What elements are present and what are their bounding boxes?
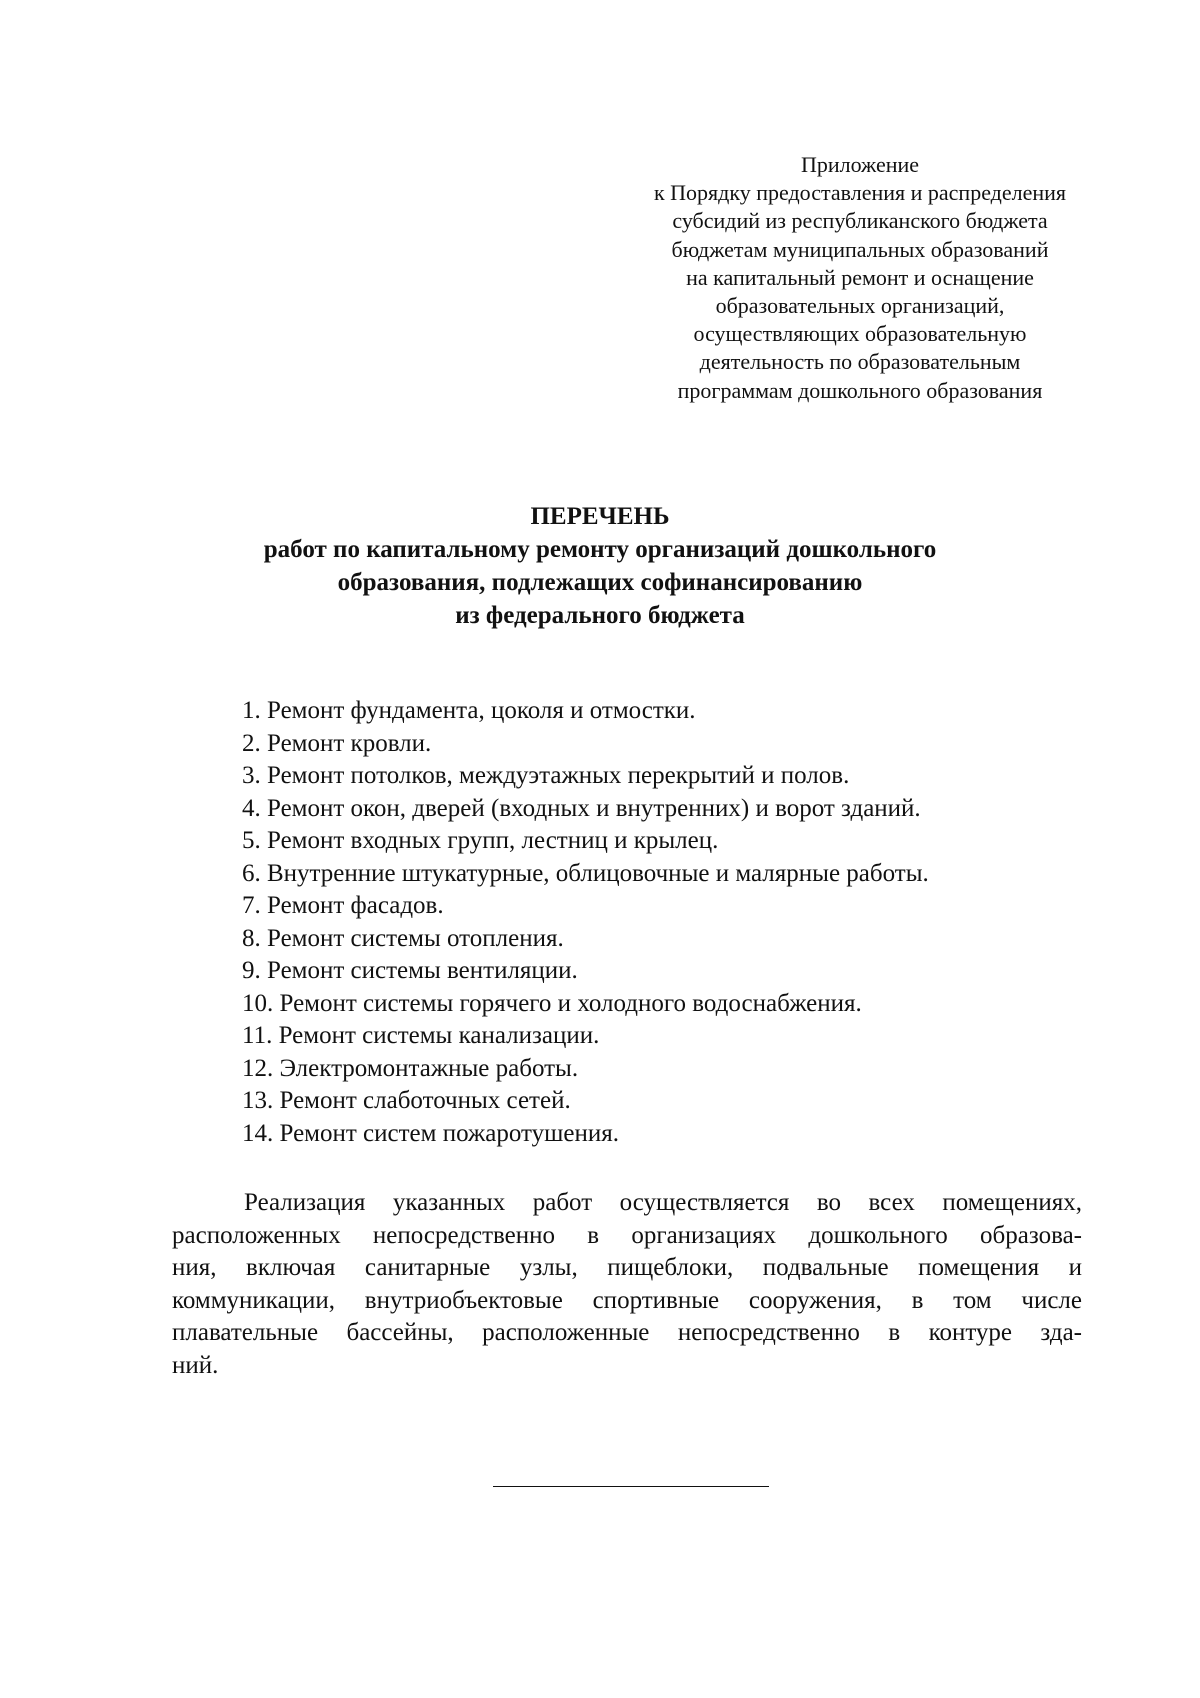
list-item: 9. Ремонт системы вентиляции. xyxy=(242,957,578,984)
list-item: 14. Ремонт систем пожаротушения. xyxy=(242,1119,619,1147)
paragraph-line: плавательные бассейны, расположенные непосредственно в контуре зда- xyxy=(172,1319,1082,1346)
title-subtitle-line: работ по капитальному ремонту организаций дошкольного xyxy=(263,536,937,563)
work-list xyxy=(242,695,1122,1150)
list-item: 5. Ремонт входных групп, лестниц и крылец. xyxy=(242,827,719,854)
appendix-line: образовательных организаций, xyxy=(715,293,1005,319)
title-subtitle-line: из федерального бюджета xyxy=(455,602,745,629)
appendix-line: деятельность по образовательным xyxy=(699,349,1021,375)
list-item: 11. Ремонт системы канализации. xyxy=(242,1022,600,1049)
paragraph-line: расположенных непосредственно в организациях дошкольного образова- xyxy=(172,1221,1082,1249)
appendix-line: на капитальный ремонт и оснащение xyxy=(686,264,1034,290)
list-item: 2. Ремонт кровли. xyxy=(242,729,432,757)
list-item: 4. Ремонт окон, дверей (входных и внутренних) и ворот зданий. xyxy=(242,794,921,822)
appendix-line: Приложение xyxy=(800,152,920,177)
title-subtitle-line: образования, подлежащих софинансированию xyxy=(337,569,863,596)
list-item: 3. Ремонт потолков, междуэтажных перекрытий и полов. xyxy=(242,762,850,789)
appendix-line: осуществляющих образовательную xyxy=(693,321,1027,347)
appendix-line: программам дошкольного образования xyxy=(677,377,1043,403)
appendix-header xyxy=(600,151,1120,405)
appendix-line: к Порядку предоставления и распределения xyxy=(653,180,1067,206)
list-item: 13. Ремонт слаботочных сетей. xyxy=(242,1087,571,1114)
list-item: 6. Внутренние штукатурные, облицовочные и малярные работы. xyxy=(242,859,929,887)
paragraph-line: коммуникации, внутриобъектовые спортивные сооружения, в том числе xyxy=(172,1286,1082,1314)
title-heading: ПЕРЕЧЕНЬ xyxy=(530,503,670,530)
paragraph-line: ний. xyxy=(172,1351,219,1379)
paragraph-line: ния, включая санитарные узлы, пищеблоки, подвальные помещения и xyxy=(172,1254,1082,1281)
paragraph-line: Реализация указанных работ осуществляется во всех помещениях, xyxy=(244,1189,1082,1216)
appendix-line: субсидий из республиканского бюджета xyxy=(672,208,1048,234)
scope-note-paragraph xyxy=(172,1187,1082,1382)
list-item: 10. Ремонт системы горячего и холодного водоснабжения. xyxy=(242,989,862,1017)
list-item: 1. Ремонт фундамента, цоколя и отмостки. xyxy=(242,697,696,724)
closing-separator-line xyxy=(493,1486,769,1487)
appendix-line: бюджетам муниципальных образований xyxy=(671,236,1049,262)
list-item: 7. Ремонт фасадов. xyxy=(242,892,444,919)
list-item: 8. Ремонт системы отопления. xyxy=(242,924,564,952)
document-title xyxy=(160,500,1040,632)
list-item: 12. Электромонтажные работы. xyxy=(242,1054,579,1082)
